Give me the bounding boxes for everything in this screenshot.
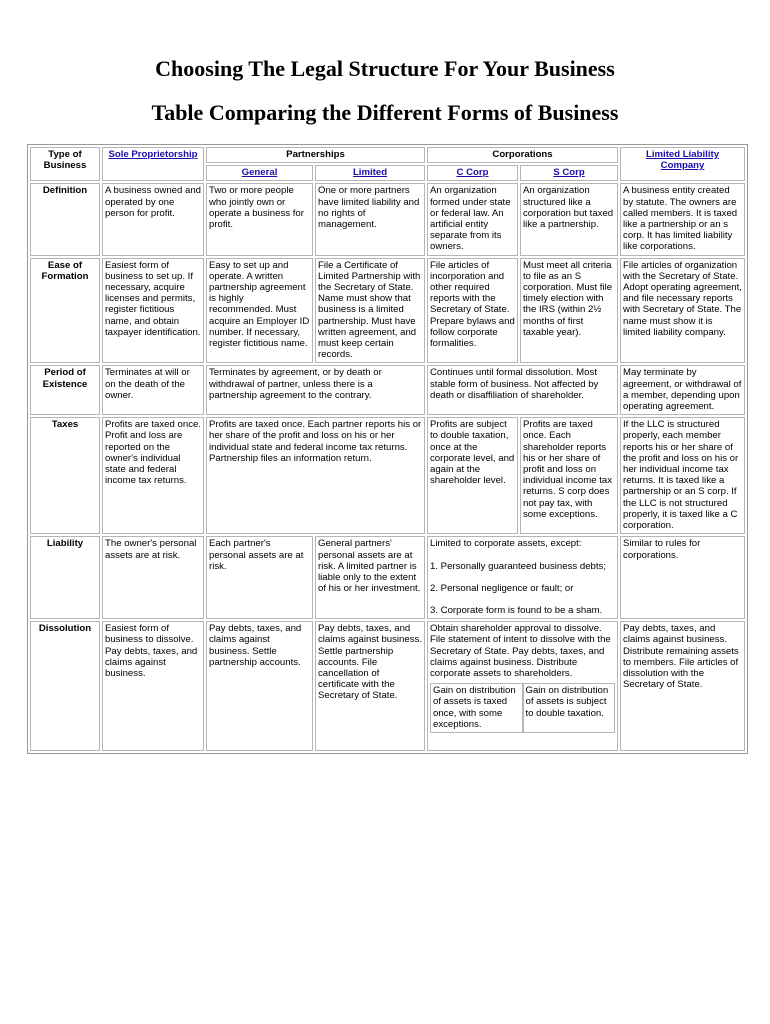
- dissolution-general: Pay debts, taxes, and claims against business. Settle partnership accounts.: [206, 621, 313, 751]
- sole-proprietorship-link[interactable]: Sole Proprietorship: [108, 149, 198, 160]
- taxes-row: [30, 417, 745, 534]
- existence-sole: Terminates at will or on the death of the owner.: [102, 365, 204, 415]
- existence-label: Period of Existence: [30, 365, 100, 415]
- limited-header[interactable]: [315, 165, 425, 181]
- definition-c-corp: An organization formed under state or federal law. An artificial entity separate from its owners.: [427, 183, 518, 255]
- type-of-business-header: Type of Business: [30, 147, 100, 181]
- partnerships-header: Partnerships: [206, 147, 425, 163]
- s-corp-header[interactable]: [520, 165, 618, 181]
- formation-label: Ease of Formation: [30, 258, 100, 364]
- general-header[interactable]: [206, 165, 313, 181]
- header-row: [30, 147, 745, 163]
- liability-corp-item-1: 1. Personally guaranteed business debts;: [430, 560, 606, 572]
- dissolution-limited: Pay debts, taxes, and claims against business. Settle partnership accounts. File cancellation of certificate with the Secretary of State.: [315, 621, 425, 751]
- formation-llc: File articles of organization with the Secretary of State. Adopt operating agreement, and file necessary reports with Secretary of State. The name must show it is limited liability company.: [620, 258, 745, 364]
- liability-corp-intro: Limited to corporate assets, except:: [430, 538, 582, 550]
- taxes-sole: Profits are taxed once. Profit and loss are reported on the owner's individual state and federal income tax returns.: [102, 417, 204, 534]
- formation-sole: Easiest form of business to set up. If necessary, acquire licenses and permits, register fictitious name, and obtain taxpayer identification.: [102, 258, 204, 364]
- dissolution-distribution-table: [430, 681, 615, 735]
- llc-header[interactable]: [620, 147, 745, 181]
- liability-sole: The owner's personal assets are at risk.: [102, 536, 204, 619]
- liability-limited: General partners' personal assets are at risk. A limited partner is liable only to the extent of his or her investment.: [315, 536, 425, 619]
- existence-llc: May terminate by agreement, or withdrawal of a member, depending upon operating agreement.: [620, 365, 745, 415]
- taxes-partnerships: Profits are taxed once. Each partner reports his or her share of the profit and loss on his or her individual state and federal income tax returns. Partnership files an information return.: [206, 417, 425, 534]
- dissolution-s-corp-distribution: Gain on distribution of assets is subject to double taxation.: [523, 683, 616, 733]
- formation-c-corp: File articles of incorporation and other required reports with the Secretary of State. Prepare bylaws and follow corporate formalities.: [427, 258, 518, 364]
- document-subtitle: Table Comparing the Different Forms of Business: [151, 100, 619, 125]
- general-link[interactable]: General: [241, 167, 278, 179]
- formation-general: Easy to set up and operate. A written partnership agreement is highly recommended. Must acquire an Employer ID number. If necessary, register fictitious name.: [206, 258, 313, 364]
- formation-limited: File a Certificate of Limited Partnership with the Secretary of State. Name must show that business is a limited partnership. Must have written agreement, and must keep certain records.: [315, 258, 425, 364]
- liability-corp-item-3: 3. Corporate form is found to be a sham.: [430, 604, 603, 616]
- dissolution-corp-text: Obtain shareholder approval to dissolve. File statement of intent to dissolve with the Secretary of State. Pay debts, taxes, and claims against business. Distribute corporate assets to shareholders.: [430, 623, 611, 679]
- dissolution-label: Dissolution: [30, 621, 100, 751]
- llc-link[interactable]: Limited Liability Company: [646, 149, 720, 172]
- existence-row: [30, 365, 745, 415]
- dissolution-llc: Pay debts, taxes, and claims against business. Distribute remaining assets to members. File articles of dissolution with the Secretary of State.: [620, 621, 745, 751]
- liability-corporations: [427, 536, 618, 619]
- definition-label: Definition: [30, 183, 100, 255]
- formation-row: [30, 258, 745, 364]
- comparison-table: [27, 144, 748, 754]
- c-corp-link[interactable]: C Corp: [456, 167, 489, 179]
- liability-general: Each partner's personal assets are at risk.: [206, 536, 313, 619]
- taxes-s-corp: Profits are taxed once. Each shareholder reports his or her share of profit and loss on individual income tax returns. S corp does not pay tax, with some exceptions.: [520, 417, 618, 534]
- formation-s-corp: Must meet all criteria to file as an S corporation. Must file timely election with the IRS (within 2½ months of first taxable year).: [520, 258, 618, 364]
- definition-limited: One or more partners have limited liability and no rights of management.: [315, 183, 425, 255]
- liability-llc: Similar to rules for corporations.: [620, 536, 745, 619]
- dissolution-sole: Easiest form of business to dissolve. Pay debts, taxes, and claims against business.: [102, 621, 204, 751]
- document-title: Choosing The Legal Structure For Your Business: [155, 56, 615, 81]
- liability-row: [30, 536, 745, 619]
- dissolution-corporations: [427, 621, 618, 751]
- taxes-llc: If the LLC is structured properly, each member reports his or her share of the profit and loss on his or her individual income tax returns. It is taxed like a partnership or an S corp. If the LLC is not structured properly, it is taxed like a C corporation.: [620, 417, 745, 534]
- definition-sole: A business owned and operated by one person for profit.: [102, 183, 204, 255]
- dissolution-row: [30, 621, 745, 751]
- taxes-c-corp: Profits are subject to double taxation, once at the corporate level, and again at the shareholder level.: [427, 417, 518, 534]
- definition-llc: A business entity created by statute. The owners are called members. It is taxed like a partnership or an s corp. It has limited liability like corporations.: [620, 183, 745, 255]
- dissolution-c-corp-distribution: Gain on distribution of assets is taxed once, with some exceptions.: [430, 683, 523, 733]
- definition-general: Two or more people who jointly own or operate a business for profit.: [206, 183, 313, 255]
- definition-s-corp: An organization structured like a corporation but taxed like a partnership.: [520, 183, 618, 255]
- existence-partnerships: Terminates by agreement, or by death or withdrawal of partner, unless there is a partnership agreement to the contrary.: [206, 365, 425, 415]
- limited-link[interactable]: Limited: [352, 167, 388, 179]
- existence-corporations: Continues until formal dissolution. Most stable form of business. Not affected by death or disaffiliation of shareholder.: [427, 365, 618, 415]
- sole-proprietorship-header[interactable]: [102, 147, 204, 181]
- liability-corp-item-2: 2. Personal negligence or fault; or: [430, 582, 574, 594]
- c-corp-header[interactable]: [427, 165, 518, 181]
- taxes-label: Taxes: [30, 417, 100, 534]
- definition-row: [30, 183, 745, 255]
- corporations-header: Corporations: [427, 147, 618, 163]
- s-corp-link[interactable]: S Corp: [553, 167, 585, 179]
- liability-label: Liability: [30, 536, 100, 619]
